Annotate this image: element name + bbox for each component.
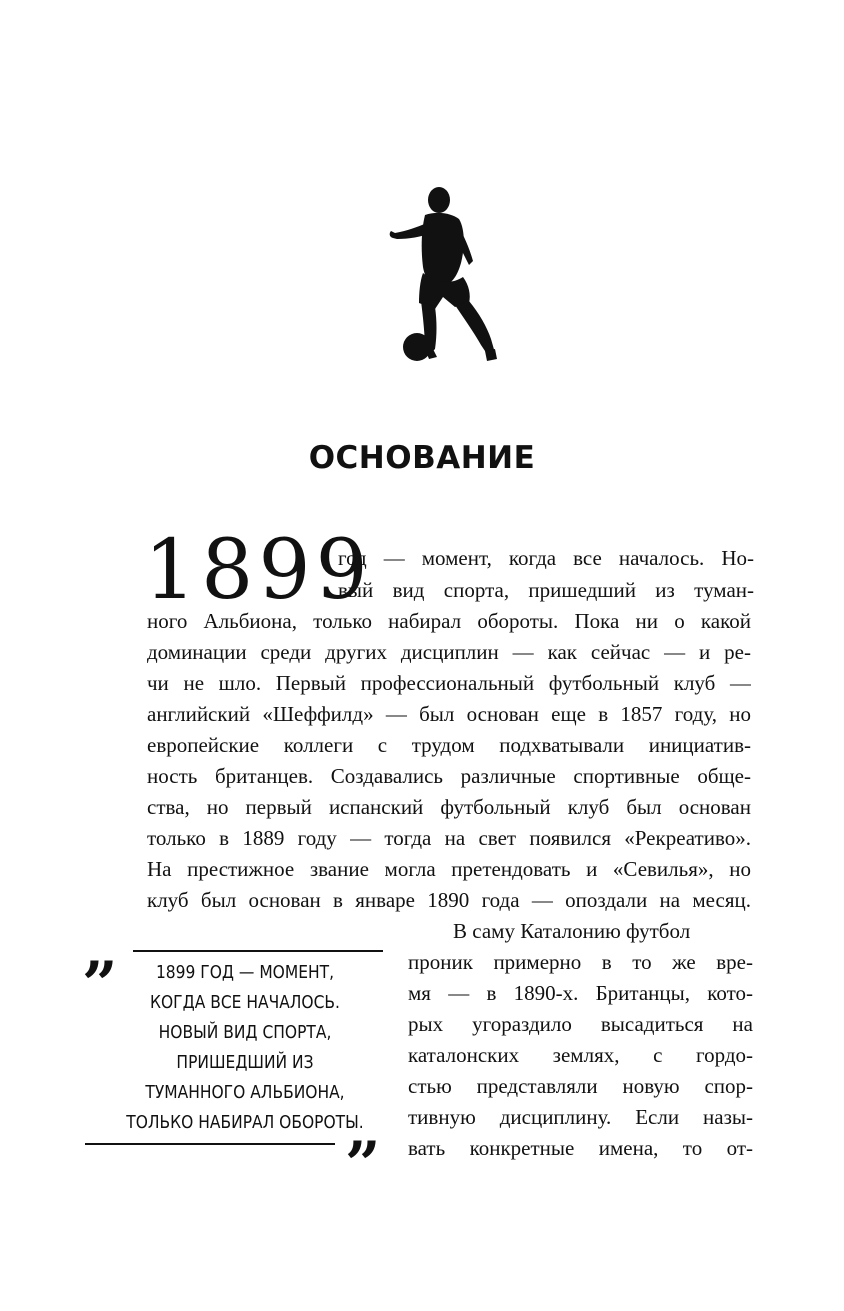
chapter-title: ОСНОВАНИЕ bbox=[308, 440, 536, 476]
quote-bottom-rule bbox=[85, 1143, 335, 1145]
body-line: вый вид спорта, пришедший из туман- bbox=[338, 578, 754, 602]
body-line: ность британцев. Создавались различные спортивные обще- bbox=[147, 764, 751, 788]
quote-line: ТУМАННОГО АЛЬБИОНА, bbox=[145, 1082, 345, 1103]
body-line: мя — в 1890-х. Британцы, кото- bbox=[408, 981, 753, 1005]
quote-line: КОГДА ВСЕ НАЧАЛОСЬ. bbox=[150, 992, 340, 1013]
footballer-silhouette-icon bbox=[385, 185, 515, 365]
body-line: ного Альбиона, только набирал обороты. Пока ни о какой bbox=[147, 609, 751, 633]
body-line: На престижное звание могла претендовать и «Севилья», но bbox=[147, 857, 751, 881]
quote-top-rule bbox=[133, 950, 383, 952]
body-line: английский «Шеффилд» — был основан еще в 1857 году, но bbox=[147, 702, 751, 726]
body-line: В саму Каталонию футбол bbox=[453, 919, 691, 943]
body-line: клуб был основан в январе 1890 года — опоздали на месяц. bbox=[147, 888, 751, 912]
quote-close-mark: „ bbox=[346, 1092, 378, 1165]
quote-line: ТОЛЬКО НАБИРАЛ ОБОРОТЫ. bbox=[126, 1112, 364, 1133]
body-line: каталонских землях, с гордо- bbox=[408, 1043, 753, 1067]
body-line: ства, но первый испанский футбольный клуб был основан bbox=[147, 795, 751, 819]
body-line: чи не шло. Первый профессиональный футбольный клуб — bbox=[147, 671, 751, 695]
body-line: год — момент, когда все началось. Но- bbox=[338, 546, 754, 570]
quote-line: ПРИШЕДШИЙ ИЗ bbox=[176, 1052, 314, 1073]
quote-line: 1899 ГОД — МОМЕНТ, bbox=[155, 962, 335, 983]
body-line: проник примерно в то же вре- bbox=[408, 950, 753, 974]
body-line: европейские коллеги с трудом подхватывали инициатив- bbox=[147, 733, 751, 757]
body-line: вать конкретные имена, то от- bbox=[408, 1136, 753, 1160]
body-line: доминации среди других дисциплин — как сейчас — и ре- bbox=[147, 640, 751, 664]
body-line: стью представляли новую спор- bbox=[408, 1074, 753, 1098]
quote-line: НОВЫЙ ВИД СПОРТА, bbox=[158, 1022, 332, 1043]
body-line: тивную дисциплину. Если назы- bbox=[408, 1105, 753, 1129]
body-line: только в 1889 году — тогда на свет появился «Рекреативо». bbox=[147, 826, 751, 850]
quote-open-mark: „ bbox=[83, 912, 115, 985]
body-line: рых угораздило высадиться на bbox=[408, 1012, 753, 1036]
dropcap-year: 1899 bbox=[144, 523, 373, 618]
